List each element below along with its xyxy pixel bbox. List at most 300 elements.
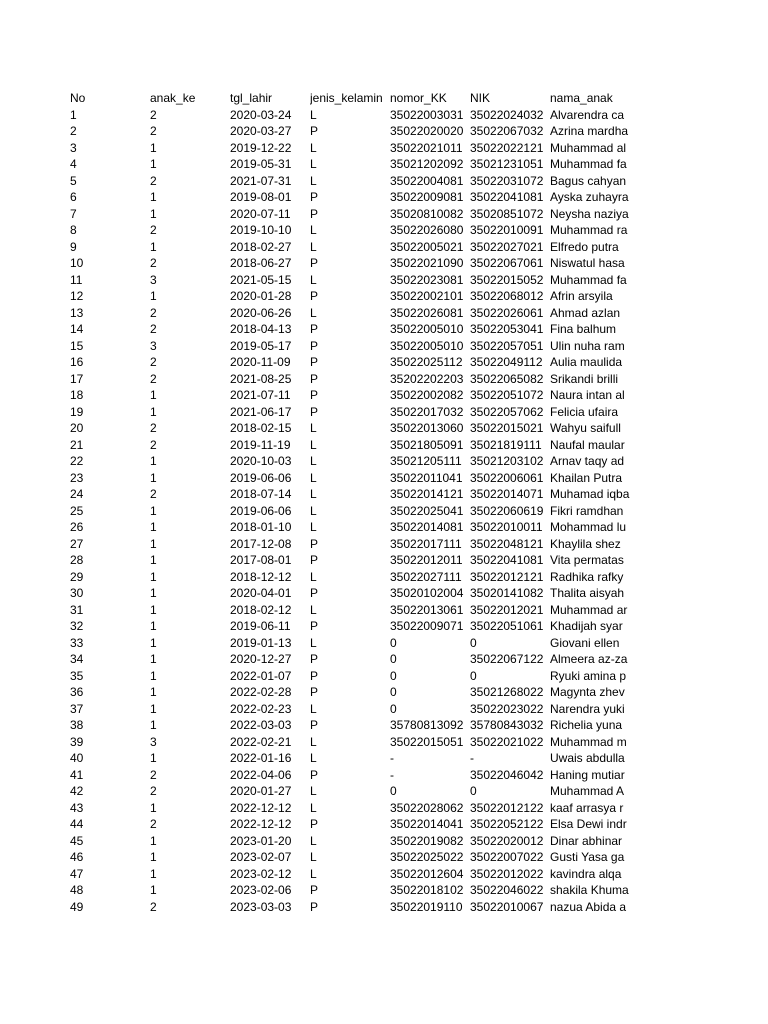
cell-jenis-kelamin: L (310, 569, 317, 584)
cell-nama-anak: Almeera az-za (550, 652, 628, 666)
cell-nik: 35022010011 (470, 520, 543, 534)
cell-tgl-lahir: 2018-02-27 (230, 239, 292, 254)
cell-tgl-lahir: 2017-08-01 (230, 553, 292, 567)
cell-jenis-kelamin: P (310, 404, 319, 419)
cell-nama-anak: Muhammad ar (550, 602, 628, 617)
cell-nomor-kk: 35022009071 (390, 619, 464, 633)
cell-tgl-lahir: 2023-03-03 (230, 899, 292, 914)
cell-anak-ke: 1 (150, 404, 157, 419)
cell-no: 17 (70, 371, 84, 386)
data-table (70, 90, 631, 915)
cell-tgl-lahir: 2019-10-10 (230, 223, 292, 237)
cell-nik: 35022053041 (470, 322, 544, 336)
table-row (70, 618, 631, 635)
cell-nik: 35022048121 (470, 536, 544, 551)
table-row (70, 420, 631, 437)
cell-jenis-kelamin: L (310, 850, 317, 864)
cell-no: 1 (70, 107, 77, 122)
cell-tgl-lahir: 2020-10-03 (230, 454, 292, 468)
cell-nama-anak: Magynta zhev (550, 685, 625, 699)
cell-nama-anak: Muhamad iqba (550, 487, 630, 501)
cell-nomor-kk: 35022003031 (390, 107, 464, 122)
cell-jenis-kelamin: P (310, 619, 319, 633)
cell-tgl-lahir: 2018-06-27 (230, 256, 292, 270)
cell-jenis-kelamin: L (310, 421, 317, 435)
cell-tgl-lahir: 2019-11-19 (230, 437, 291, 452)
cell-tgl-lahir: 2017-12-08 (230, 536, 292, 551)
cell-tgl-lahir: 2018-02-12 (230, 602, 292, 617)
cell-jenis-kelamin: L (310, 602, 317, 617)
cell-nama-anak: Naura intan al (550, 388, 625, 402)
cell-no: 13 (70, 305, 84, 320)
cell-anak-ke: 3 (150, 734, 157, 749)
cell-anak-ke: 1 (150, 883, 157, 897)
cell-nama-anak: Muhammad m (550, 734, 627, 749)
cell-anak-ke: 2 (150, 899, 157, 914)
cell-nomor-kk: - (390, 767, 394, 782)
cell-anak-ke: 1 (150, 850, 157, 864)
cell-anak-ke: 3 (150, 338, 157, 353)
cell-anak-ke: 1 (150, 239, 157, 254)
cell-tgl-lahir: 2018-02-15 (230, 421, 292, 435)
cell-nomor-kk: 35022019082 (390, 833, 464, 848)
cell-tgl-lahir: 2018-04-13 (230, 322, 292, 336)
cell-nik: 35021203102 (470, 454, 544, 468)
cell-nama-anak: shakila Khuma (550, 883, 629, 897)
cell-anak-ke: 1 (150, 520, 157, 534)
cell-nama-anak: Wahyu saifull (550, 421, 621, 435)
cell-jenis-kelamin: L (310, 487, 317, 501)
cell-anak-ke: 1 (150, 652, 157, 666)
cell-anak-ke: 1 (150, 569, 157, 584)
cell-anak-ke: 1 (150, 701, 157, 716)
cell-nama-anak: Alvarendra ca (550, 107, 625, 122)
cell-nik: 35022041081 (470, 190, 544, 204)
cell-nama-anak: Fina balhum (550, 322, 617, 336)
cell-nama-anak: Srikandi brilli (550, 371, 619, 386)
cell-nomor-kk: 35202202203 (390, 371, 464, 386)
cell-nomor-kk: 35022025022 (390, 850, 464, 864)
table-row (70, 899, 631, 916)
cell-tgl-lahir: 2020-11-09 (230, 355, 291, 369)
cell-nomor-kk: 35022005010 (390, 322, 464, 336)
cell-tgl-lahir: 2019-01-13 (230, 635, 292, 650)
table-row (70, 255, 631, 272)
cell-nik: 35022021022 (470, 734, 544, 749)
cell-tgl-lahir: 2020-03-27 (230, 124, 292, 138)
cell-jenis-kelamin: P (310, 883, 319, 897)
cell-no: 47 (70, 866, 84, 881)
cell-jenis-kelamin: P (310, 256, 319, 270)
cell-nama-anak: Ryuki amina p (550, 668, 627, 683)
cell-nomor-kk: 35022020020 (390, 124, 464, 138)
cell-nik: 35022015052 (470, 272, 544, 287)
header-tgl-lahir: tgl_lahir (230, 91, 273, 105)
table-row (70, 585, 631, 602)
cell-nama-anak: Khailan Putra (550, 470, 623, 485)
cell-anak-ke: 1 (150, 685, 157, 699)
table-row (70, 321, 631, 338)
cell-anak-ke: 1 (150, 503, 157, 518)
cell-tgl-lahir: 2019-05-31 (230, 157, 292, 171)
cell-tgl-lahir: 2021-08-25 (230, 371, 292, 386)
cell-nik: 35022026061 (470, 305, 544, 320)
cell-no: 22 (70, 454, 84, 468)
cell-no: 44 (70, 817, 84, 831)
cell-nik: 35021268022 (470, 685, 544, 699)
cell-nama-anak: Fikri ramdhan (550, 503, 624, 518)
cell-anak-ke: 1 (150, 751, 157, 765)
cell-nomor-kk: 35021805091 (390, 437, 464, 452)
table-row (70, 552, 631, 569)
table-row (70, 800, 631, 817)
cell-no: 32 (70, 619, 84, 633)
cell-tgl-lahir: 2022-02-21 (230, 734, 292, 749)
cell-anak-ke: 2 (150, 371, 157, 386)
cell-jenis-kelamin: P (310, 206, 319, 221)
cell-jenis-kelamin: P (310, 338, 319, 353)
table-row (70, 189, 631, 206)
cell-jenis-kelamin: L (310, 520, 317, 534)
table-row (70, 222, 631, 239)
cell-nik: 35022057051 (470, 338, 544, 353)
cell-tgl-lahir: 2019-08-01 (230, 190, 292, 204)
table-row (70, 519, 631, 536)
table-row (70, 635, 631, 652)
cell-nomor-kk: 35021205111 (390, 454, 462, 468)
cell-jenis-kelamin: L (310, 454, 317, 468)
header-anak-ke: anak_ke (150, 91, 196, 105)
cell-tgl-lahir: 2022-02-28 (230, 685, 292, 699)
cell-nik: 35022041081 (470, 553, 544, 567)
cell-nik: 35022027021 (470, 239, 544, 254)
cell-nik: 35780843032 (470, 718, 544, 732)
cell-jenis-kelamin: P (310, 124, 319, 138)
cell-tgl-lahir: 2023-02-06 (230, 883, 292, 897)
cell-jenis-kelamin: P (310, 767, 319, 782)
cell-nik: 35022068012 (470, 289, 544, 303)
cell-anak-ke: 1 (150, 800, 157, 815)
table-row (70, 437, 631, 454)
cell-tgl-lahir: 2020-04-01 (230, 586, 292, 600)
cell-jenis-kelamin: L (310, 437, 317, 452)
cell-no: 12 (70, 289, 84, 303)
cell-anak-ke: 2 (150, 124, 157, 138)
cell-no: 49 (70, 899, 84, 914)
cell-no: 46 (70, 850, 84, 864)
cell-no: 10 (70, 256, 84, 270)
cell-tgl-lahir: 2020-03-24 (230, 107, 292, 122)
cell-anak-ke: 1 (150, 602, 157, 617)
table-row (70, 156, 631, 173)
cell-nama-anak: Khaylila shez (550, 536, 621, 551)
cell-no: 28 (70, 553, 84, 567)
cell-nama-anak: Niswatul hasa (550, 256, 625, 270)
cell-no: 39 (70, 734, 84, 749)
cell-anak-ke: 2 (150, 322, 157, 336)
cell-jenis-kelamin: L (310, 157, 317, 171)
cell-jenis-kelamin: L (310, 223, 317, 237)
cell-nik: 35020141082 (470, 586, 544, 600)
cell-nik: 35022012021 (470, 602, 544, 617)
table-row (70, 783, 631, 800)
cell-jenis-kelamin: P (310, 289, 319, 303)
cell-no: 14 (70, 322, 84, 336)
cell-anak-ke: 2 (150, 784, 157, 798)
cell-nik: 35022067122 (470, 652, 544, 666)
cell-nama-anak: Arnav taqy ad (550, 454, 625, 468)
cell-no: 16 (70, 355, 84, 369)
table-row (70, 882, 631, 899)
cell-nik: 35022015021 (470, 421, 544, 435)
cell-jenis-kelamin: L (310, 305, 317, 320)
cell-jenis-kelamin: P (310, 668, 319, 683)
table-row (70, 453, 631, 470)
cell-nik: 0 (470, 635, 477, 650)
cell-no: 2 (70, 124, 77, 138)
cell-nama-anak: Neysha naziya (550, 206, 629, 221)
cell-no: 18 (70, 388, 84, 402)
table-row (70, 371, 631, 388)
cell-nomor-kk: 0 (390, 635, 397, 650)
cell-jenis-kelamin: L (310, 173, 317, 188)
table-row (70, 734, 631, 751)
cell-nik: 35022022121 (470, 140, 544, 155)
cell-nik: 35022046042 (470, 767, 544, 782)
cell-nomor-kk: 35022021090 (390, 256, 464, 270)
cell-anak-ke: 1 (150, 157, 157, 171)
header-no: No (70, 91, 86, 105)
cell-anak-ke: 1 (150, 718, 157, 732)
cell-no: 42 (70, 784, 84, 798)
cell-anak-ke: 1 (150, 140, 157, 155)
cell-nik: 35022020012 (470, 833, 544, 848)
cell-nomor-kk: 35022002082 (390, 388, 464, 402)
cell-nomor-kk: 35022017111 (390, 536, 462, 551)
table-row (70, 206, 631, 223)
cell-tgl-lahir: 2021-07-11 (230, 388, 291, 402)
cell-tgl-lahir: 2021-05-15 (230, 272, 292, 287)
table-row (70, 404, 631, 421)
cell-nomor-kk: 35022026080 (390, 223, 464, 237)
cell-jenis-kelamin: P (310, 190, 319, 204)
cell-anak-ke: 1 (150, 454, 157, 468)
cell-no: 20 (70, 421, 84, 435)
cell-anak-ke: 1 (150, 833, 157, 848)
cell-no: 41 (70, 767, 84, 782)
cell-jenis-kelamin: L (310, 272, 317, 287)
cell-no: 43 (70, 800, 84, 815)
cell-nik: 35022046022 (470, 883, 544, 897)
cell-anak-ke: 2 (150, 256, 157, 270)
table-row (70, 750, 631, 767)
cell-nama-anak: Muhammad fa (550, 157, 627, 171)
cell-nama-anak: Ahmad azlan (550, 305, 621, 320)
cell-no: 29 (70, 569, 84, 584)
cell-nomor-kk: 0 (390, 668, 397, 683)
cell-tgl-lahir: 2019-06-06 (230, 470, 292, 485)
cell-jenis-kelamin: L (310, 866, 317, 881)
cell-no: 35 (70, 668, 84, 683)
cell-nama-anak: Muhammad fa (550, 272, 627, 287)
cell-nik: 35022014071 (470, 487, 544, 501)
cell-no: 45 (70, 833, 84, 848)
cell-tgl-lahir: 2020-01-28 (230, 289, 292, 303)
cell-tgl-lahir: 2022-01-07 (230, 668, 292, 683)
cell-nik: 35022024032 (470, 107, 544, 122)
cell-jenis-kelamin: P (310, 553, 319, 567)
cell-anak-ke: 1 (150, 470, 157, 485)
cell-nomor-kk: - (390, 751, 394, 765)
cell-nomor-kk: 0 (390, 652, 397, 666)
table-row (70, 503, 631, 520)
cell-anak-ke: 1 (150, 619, 157, 633)
cell-jenis-kelamin: L (310, 734, 317, 749)
cell-nama-anak: Richelia yuna (550, 718, 623, 732)
cell-no: 6 (70, 190, 77, 204)
cell-nomor-kk: 35022014041 (390, 817, 464, 831)
cell-anak-ke: 1 (150, 536, 157, 551)
table-row (70, 767, 631, 784)
cell-nama-anak: Giovani ellen (550, 635, 620, 650)
cell-nama-anak: Muhammad al (550, 140, 627, 155)
cell-no: 15 (70, 338, 84, 353)
cell-anak-ke: 2 (150, 107, 157, 122)
cell-no: 24 (70, 487, 84, 501)
cell-anak-ke: 1 (150, 635, 157, 650)
cell-nama-anak: Thalita aisyah (550, 586, 625, 600)
cell-tgl-lahir: 2023-01-20 (230, 833, 292, 848)
cell-jenis-kelamin: L (310, 470, 317, 485)
cell-nomor-kk: 35780813092 (390, 718, 464, 732)
cell-anak-ke: 2 (150, 437, 157, 452)
cell-anak-ke: 2 (150, 817, 157, 831)
cell-jenis-kelamin: P (310, 388, 319, 402)
table-row (70, 849, 631, 866)
cell-no: 9 (70, 239, 77, 254)
table-row (70, 866, 631, 883)
cell-nama-anak: kavindra alqa (550, 866, 622, 881)
cell-tgl-lahir: 2021-06-17 (230, 404, 292, 419)
cell-tgl-lahir: 2019-12-22 (230, 140, 292, 155)
cell-no: 34 (70, 652, 84, 666)
cell-no: 36 (70, 685, 84, 699)
cell-tgl-lahir: 2019-06-11 (230, 619, 291, 633)
cell-nik: 35021819111 (470, 437, 542, 452)
cell-nomor-kk: 35020102004 (390, 586, 464, 600)
cell-nama-anak: Narendra yuki (550, 701, 625, 716)
cell-anak-ke: 1 (150, 586, 157, 600)
cell-nama-anak: Muhammad A (550, 784, 625, 798)
cell-anak-ke: 2 (150, 421, 157, 435)
cell-anak-ke: 1 (150, 388, 157, 402)
cell-nik: 35022057062 (470, 404, 544, 419)
cell-nama-anak: Haning mutiar (550, 767, 625, 782)
cell-nik: 35022007022 (470, 850, 544, 864)
cell-jenis-kelamin: L (310, 833, 317, 848)
table-row (70, 140, 631, 157)
table-row (70, 486, 631, 503)
cell-jenis-kelamin: P (310, 817, 319, 831)
cell-nama-anak: Vita permatas (550, 553, 624, 567)
cell-nama-anak: Aulia maulida (550, 355, 623, 369)
cell-anak-ke: 1 (150, 289, 157, 303)
table-row (70, 569, 631, 586)
cell-jenis-kelamin: P (310, 586, 319, 600)
cell-no: 38 (70, 718, 84, 732)
cell-nama-anak: Ayska zuhayra (550, 190, 629, 204)
cell-tgl-lahir: 2023-02-07 (230, 850, 292, 864)
table-row (70, 668, 631, 685)
table-row (70, 717, 631, 734)
cell-nomor-kk: 35022002101 (390, 289, 464, 303)
table-row (70, 651, 631, 668)
cell-nomor-kk: 35022021011 (390, 140, 463, 155)
table-row (70, 470, 631, 487)
cell-jenis-kelamin: P (310, 899, 319, 914)
cell-tgl-lahir: 2022-03-03 (230, 718, 292, 732)
table-row (70, 173, 631, 190)
cell-anak-ke: 3 (150, 272, 157, 287)
cell-nomor-kk: 35022014121 (390, 487, 464, 501)
cell-nama-anak: Ulin nuha ram (550, 338, 625, 353)
cell-jenis-kelamin: P (310, 718, 319, 732)
cell-nik: 35022010067 (470, 899, 544, 914)
cell-nik: 35022060619 (470, 503, 544, 518)
cell-nama-anak: Muhammad ra (550, 223, 628, 237)
cell-jenis-kelamin: L (310, 140, 317, 155)
cell-no: 7 (70, 206, 77, 221)
cell-no: 26 (70, 520, 84, 534)
cell-jenis-kelamin: L (310, 239, 317, 254)
cell-no: 5 (70, 173, 77, 188)
cell-jenis-kelamin: L (310, 800, 317, 815)
cell-nik: 0 (470, 668, 477, 683)
header-nomor-kk: nomor_KK (390, 91, 447, 105)
cell-nomor-kk: 35022025041 (390, 503, 464, 518)
table-row (70, 272, 631, 289)
table-row (70, 123, 631, 140)
cell-nomor-kk: 35022004081 (390, 173, 464, 188)
cell-nama-anak: Naufal maular (550, 437, 625, 452)
cell-no: 3 (70, 140, 77, 155)
cell-anak-ke: 2 (150, 305, 157, 320)
cell-nomor-kk: 35022025112 (390, 355, 463, 369)
cell-nik: 35022051061 (470, 619, 544, 633)
cell-jenis-kelamin: P (310, 322, 319, 336)
cell-no: 48 (70, 883, 84, 897)
cell-nomor-kk: 35022009081 (390, 190, 464, 204)
table-row (70, 602, 631, 619)
cell-nomor-kk: 35022012011 (390, 553, 463, 567)
cell-nik: 35022006061 (470, 470, 544, 485)
cell-nik: 35022012022 (470, 866, 544, 881)
cell-tgl-lahir: 2022-02-23 (230, 701, 292, 716)
cell-tgl-lahir: 2018-01-10 (230, 520, 292, 534)
cell-jenis-kelamin: L (310, 751, 317, 765)
cell-tgl-lahir: 2022-04-06 (230, 767, 292, 782)
table-row (70, 239, 631, 256)
cell-nama-anak: Khadijah syar (550, 619, 623, 633)
cell-nik: 35022012121 (470, 569, 544, 584)
cell-nama-anak: Bagus cahyan (550, 173, 627, 188)
spreadsheet (70, 90, 631, 915)
cell-anak-ke: 2 (150, 767, 157, 782)
cell-no: 40 (70, 751, 84, 765)
cell-tgl-lahir: 2022-01-16 (230, 751, 292, 765)
cell-tgl-lahir: 2020-12-27 (230, 652, 292, 666)
cell-anak-ke: 2 (150, 173, 157, 188)
